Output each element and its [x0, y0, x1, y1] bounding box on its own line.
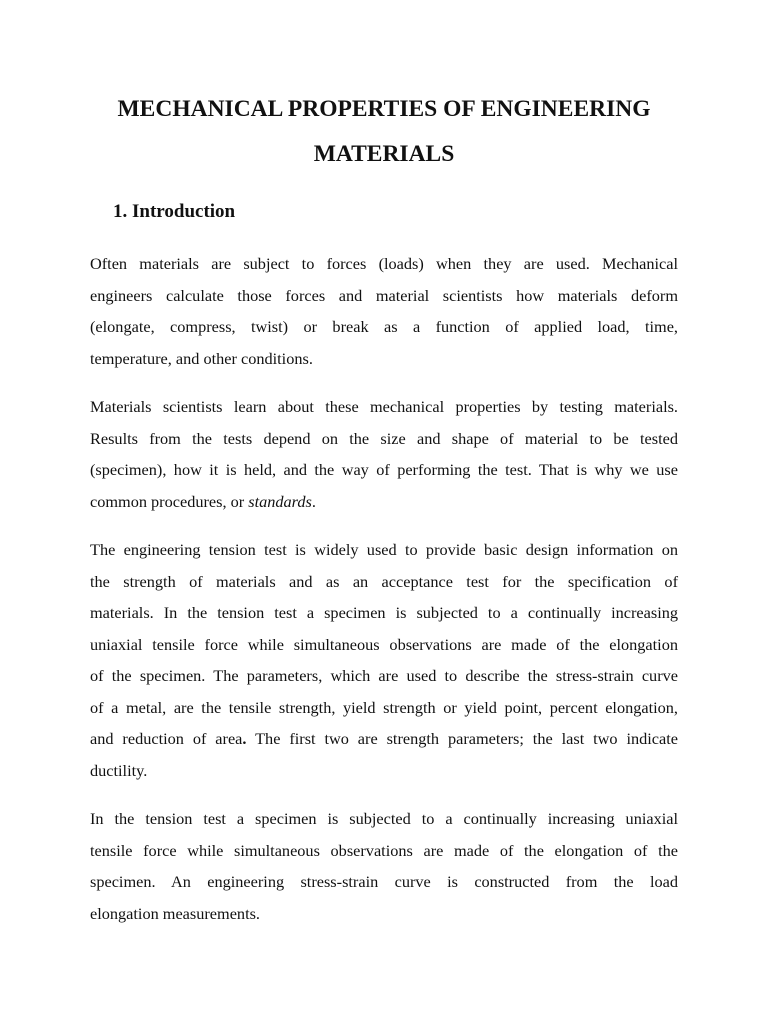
- paragraph-line: the strength of materials and as an acceptance test for the specification of: [90, 571, 678, 591]
- paragraph-text: .: [311, 491, 316, 511]
- paragraph-line: [90, 486, 678, 518]
- document-title-line-2: MATERIALS: [313, 141, 455, 167]
- paragraph-line: In the tension test a specimen is subjected to a continually increasing uniaxial: [90, 809, 678, 828]
- section-heading-introduction: 1. Introduction: [113, 201, 236, 222]
- paragraph-line: elongation measurements.: [90, 903, 260, 923]
- paragraph-2: [90, 391, 678, 517]
- paragraph-line: temperature, and other conditions.: [90, 348, 313, 368]
- paragraph-text: common procedures, or: [90, 491, 249, 511]
- paragraph-line: ductility.: [90, 760, 148, 780]
- paragraph-line: specimen. An engineering stress-strain curve is constructed from the load: [90, 872, 678, 891]
- paragraph-line: (specimen), how it is held, and the way of performing the test. That is why we use: [90, 460, 678, 479]
- paragraph-line: materials. In the tension test a specimen is subjected to a continually increasing: [90, 603, 678, 622]
- paragraph-line: [90, 723, 678, 755]
- paragraph-line: The engineering tension test is widely used to provide basic design information on: [90, 540, 678, 559]
- paragraph-line: Materials scientists learn about these mechanical properties by testing materials.: [90, 397, 678, 416]
- paragraph-line: Often materials are subject to forces (loads) when they are used. Mechanical: [90, 254, 678, 273]
- paragraph-line: tensile force while simultaneous observations are made of the elongation of the: [90, 840, 678, 860]
- paragraph-line: engineers calculate those forces and material scientists how materials deform: [90, 285, 678, 305]
- paragraph-1: [90, 248, 678, 374]
- paragraph-line: of a metal, are the tensile strength, yield strength or yield point, percent elongation,: [90, 697, 678, 717]
- paragraph-4: [90, 803, 678, 929]
- emphasis-standards: standards: [248, 491, 312, 511]
- bold-period: .: [242, 729, 247, 748]
- paragraph-3: [90, 534, 678, 786]
- paragraph-line: Results from the tests depend on the size and shape of material to be tested: [90, 428, 678, 448]
- paragraph-line: of the specimen. The parameters, which are used to describe the stress-strain curve: [90, 666, 678, 685]
- paragraph-text: and reduction of area: [90, 729, 243, 748]
- paragraph-text: The first two are strength parameters; the last two indicate: [246, 729, 678, 748]
- paragraph-line: uniaxial tensile force while simultaneous observations are made of the elongation: [90, 634, 678, 654]
- document-title-line-1: MECHANICAL PROPERTIES OF ENGINEERING: [117, 96, 651, 122]
- paragraph-line: (elongate, compress, twist) or break as a function of applied load, time,: [90, 317, 678, 336]
